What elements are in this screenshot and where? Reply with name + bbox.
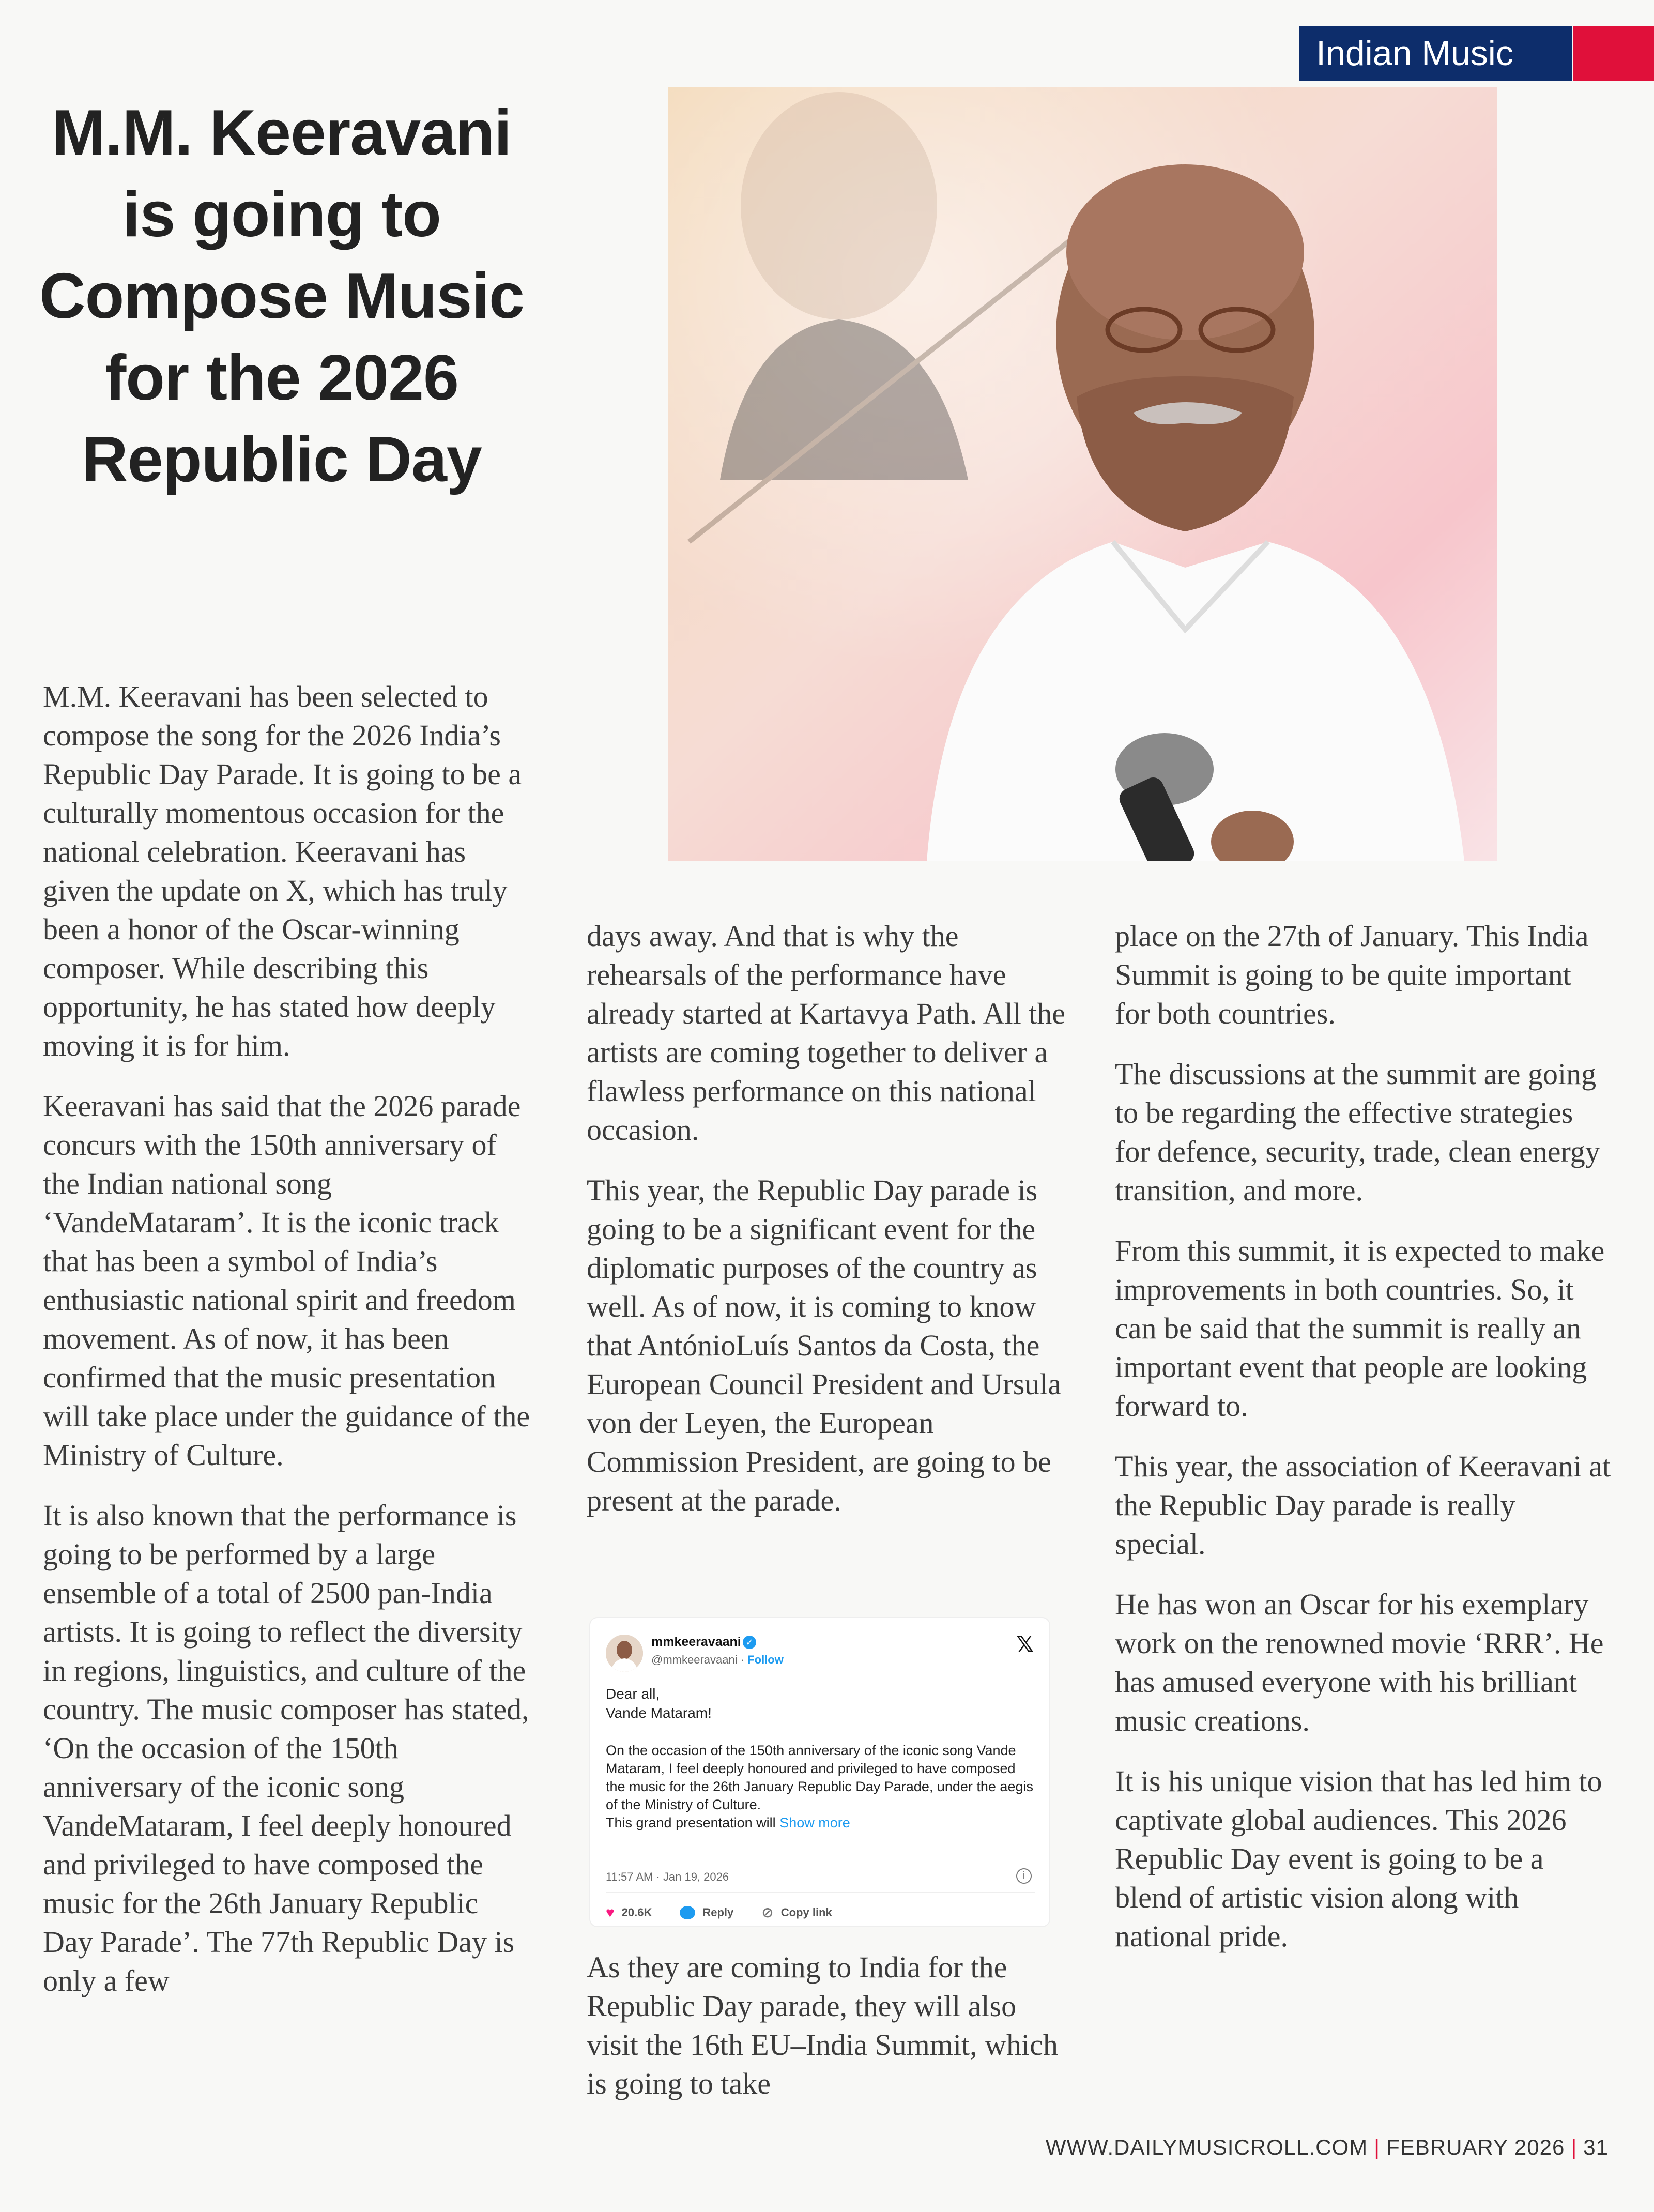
divider [606,1892,1035,1893]
section-tag: Indian Music [1299,26,1572,81]
tweet-line: On the occasion of the 150th anniversary of the iconic song Vande Mataram, I feel deeply honoured and privileged to have composed the music for the 26th January Republic Day Parade, under the aegis of the Ministry of Culture. [606,1743,1033,1812]
tweet-text [606,1684,1035,1832]
footer-separator: | [1374,2135,1381,2159]
footer-separator: | [1571,2135,1578,2159]
follow-link[interactable]: Follow [747,1653,784,1666]
info-icon[interactable]: i [1016,1868,1032,1884]
handle-separator: · [740,1653,745,1666]
tweet-line: Dear all, [606,1686,660,1702]
avatar[interactable] [606,1635,643,1672]
tweet-handle-line [651,1653,784,1667]
paragraph: M.M. Keeravani has been selected to compose the song for the 2026 India’s Republic Day Parade. It is going to be a culturally momentous occasion for the national celebration. Keeravani has given the update on X, which has truly been a honor of the Oscar-winning composer. While describing this opportunity, he has stated how deeply moving it is for him. [43,680,522,1062]
footer-site[interactable]: WWW.DAILYMUSICROLL.COM [1045,2135,1368,2159]
page-footer [1046,2135,1609,2160]
tweet-line: This grand presentation will Show more [606,1815,850,1830]
article-column-3 [1115,917,1611,1977]
reply-bubble-icon [680,1906,695,1919]
paragraph: place on the 27th of January. This India Summit is going to be quite important for both countries. [1115,919,1589,1030]
link-icon: ⊘ [761,1904,774,1920]
footer-date: FEBRUARY 2026 [1386,2135,1565,2159]
paragraph: The discussions at the summit are going to be regarding the effective strategies for defence, security, trade, clean energy transition, and more. [1115,1057,1600,1207]
like-button[interactable] [606,1904,652,1921]
like-count: 20.6K [621,1905,652,1919]
paragraph: Keeravani has said that the 2026 parade concurs with the 150th anniversary of the Indian national song ‘VandeMataram’. It is the iconic track that has been a symbol of India’s enthusiastic national spirit and freedom movement. As of now, it has been confirmed that the music presentation will take place under the guidance of the Ministry of Culture. [43,1089,530,1472]
tweet-line: Vande Mataram! [606,1705,712,1721]
heart-icon: ♥ [606,1904,615,1920]
article-column-2-continued [587,1948,1067,2125]
article-column-1 [43,677,534,2022]
headline: M.M. Keeravani is going to Compose Music for the 2026 Republic Day [39,97,524,495]
section-tag-accent [1573,26,1654,81]
copy-link-button[interactable] [761,1904,832,1921]
paragraph: This year, the association of Keeravani at the Republic Day parade is really special. [1115,1450,1611,1561]
paragraph: It is also known that the performance is going to be performed by a large ensemble of a total of 2500 pan-India artists. It is going to reflect the diversity in regions, linguistics, and culture of the country. The music composer has stated, ‘On the occasion of the 150th anniversary of the iconic song VandeMataram, I feel deeply honoured and privileged to have composed the music for the 26th January Republic Day Parade’. The 77th Republic Day is only a few [43,1499,529,1997]
reply-label: Reply [702,1905,734,1919]
page-number: 31 [1583,2135,1609,2159]
paragraph: As they are coming to India for the Republic Day parade, they will also visit the 16th EU–India Summit, which is going to take [587,1950,1058,2100]
paragraph: From this summit, it is expected to make improvements in both countries. So, it can be said that the summit is really an important event that people are looking forward to. [1115,1234,1605,1423]
article-column-2 [587,917,1067,1542]
show-more-link[interactable]: Show more [779,1815,850,1830]
paragraph: days away. And that is why the rehearsals of the performance have already started at Kartavya Path. All the artists are coming together to deliver a flawless performance on this national occasion. [587,919,1066,1147]
tweet-handle[interactable]: @mmkeeravaani [651,1653,738,1666]
tweet-timestamp[interactable]: 11:57 AM · Jan 19, 2026 [606,1870,729,1883]
tweet-author-name[interactable]: mmkeeravaani [651,1635,741,1649]
paragraph: He has won an Oscar for his exemplary work on the renowned movie ‘RRR’. He has amused everyone with his brilliant music creations. [1115,1588,1604,1737]
paragraph: It is his unique vision that has led him to captivate global audiences. This 2026 Republic Day event is going to be a blend of artistic vision along with national pride. [1115,1764,1602,1953]
tweet-actions [606,1904,832,1921]
hero-photo [668,87,1497,861]
copy-link-label: Copy link [780,1905,832,1919]
paragraph: This year, the Republic Day parade is going to be a significant event for the diplomatic purposes of the country as well. As of now, it is coming to know that AntónioLuís Santos da Costa, the European Council President and Ursula von der Leyen, the European Commission President, are going to be present at the parade. [587,1173,1062,1517]
x-logo-icon[interactable]: 𝕏 [1016,1632,1034,1656]
reply-button[interactable] [680,1906,733,1919]
embedded-tweet[interactable] [589,1617,1050,1927]
verified-badge-icon: ✓ [743,1636,756,1649]
portrait-composer-with-microphone-icon [668,87,1497,861]
